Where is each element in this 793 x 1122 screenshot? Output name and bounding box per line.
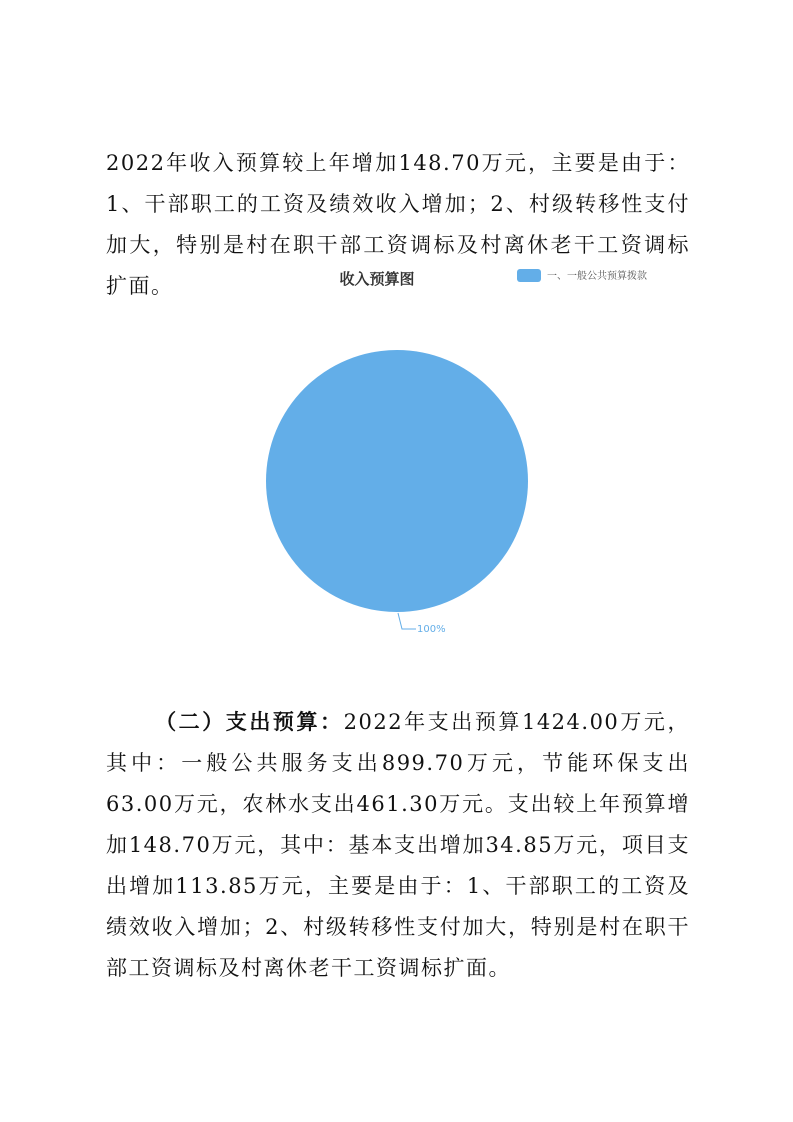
- chart-title: 收入预算图: [339, 270, 415, 288]
- pie-slices: [266, 350, 528, 612]
- paragraph-income-text: 2022年收入预算较上年增加148.70万元，主要是由于：1、干部职工的工资及绩效收入增加；2、村级转移性支付加大，特别是村在职干部工资调标及村离休老干工资调标扩面。: [106, 151, 690, 298]
- income-budget-pie-chart: [230, 262, 710, 652]
- paragraph-expenditure: [106, 702, 690, 989]
- legend-swatch: [517, 269, 541, 282]
- expenditure-heading: （二）支出预算：: [154, 710, 344, 734]
- pie-data-label: 100%: [417, 624, 446, 635]
- legend-label: 一、一般公共预算拨款: [547, 271, 647, 282]
- pie-slice-0: [266, 350, 528, 612]
- expenditure-text: 2022年支出预算1424.00万元，其中：一般公共服务支出899.70万元，节能环保支出63.00万元，农林水支出461.30万元。支出较上年预算增加148.70万元，其中：基本支出增加34.85万元，项目支出增加113.85万元，主要是由于：1、干部职工的工资及绩效收入增加；2、村级转移性支付加大，特别是村在职干部工资调标及村离休老干工资调标扩面。: [106, 710, 690, 980]
- pie-label-leader: [398, 613, 416, 629]
- chart-legend: [517, 269, 647, 282]
